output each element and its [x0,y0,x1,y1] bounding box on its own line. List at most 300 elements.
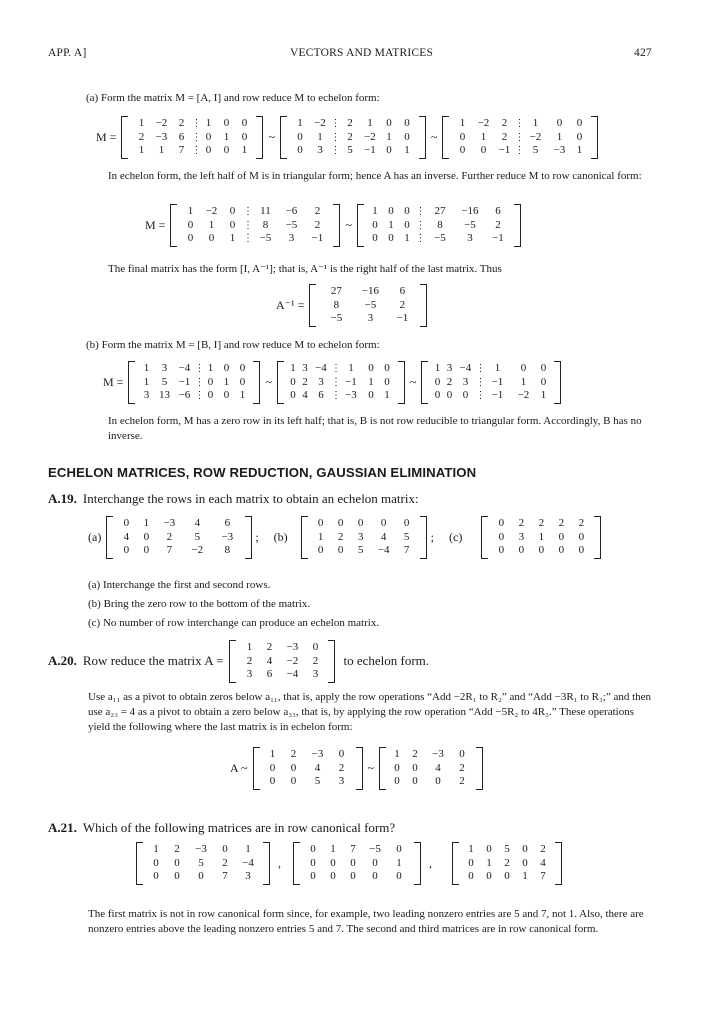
matrix-entry: 0 [290,775,297,787]
left-bracket [379,747,386,790]
matrix-entry: 2 [302,375,308,388]
matrix-b [301,516,427,559]
matrix-entry: 0 [394,775,400,787]
matrix-entry: 3 [357,530,364,543]
matrix-entry: 8 [333,298,340,311]
matrix-entry: 1 [245,843,251,855]
matrix-entry: 0 [357,517,364,529]
problem-a19 [48,491,419,507]
matrix-entry: −2 [286,654,299,667]
matrix-entry: 0 [174,870,180,882]
matrix-entry: 7 [178,144,185,156]
matrix [280,116,426,159]
matrix-entry: 0 [222,843,228,855]
augment-separator: ⋮ [475,390,485,401]
matrix-entry: 3 [518,530,525,543]
matrix-entry: 0 [310,870,316,882]
matrix-entry: −1 [396,312,409,324]
matrix-entry: 0 [207,375,214,388]
augment-separator: ⋮ [475,363,485,374]
matrix-entry: 0 [297,130,303,143]
matrix-entry: −4 [377,544,390,556]
matrix-entry: 2 [266,641,273,653]
matrix-3 [452,842,562,885]
matrix-entry: 0 [446,389,453,401]
matrix-entry: 0 [522,856,528,869]
matrix-entry: 4 [302,389,308,401]
matrix [121,116,263,159]
matrix-entry: −2 [205,205,218,217]
matrix-entry: 5 [532,144,539,156]
left-bracket [309,284,316,327]
matrix-entry: 1 [229,232,236,244]
matrix-entry: 1 [317,130,323,143]
matrix-entry: 3 [245,870,251,882]
part-a-reduction-1 [96,116,598,159]
matrix-entry: 4 [266,654,273,667]
matrix-entry: 0 [338,748,345,760]
matrix-entry: 0 [337,517,344,529]
matrix-entry: 2 [495,218,501,231]
matrix-entry: 0 [229,205,236,217]
matrix-entry: −1 [492,232,504,244]
matrix-entry: 6 [266,668,273,680]
matrix-entry: 0 [388,232,394,244]
left-bracket [280,116,287,159]
augment-separator: ⋮ [194,363,204,374]
matrix-entry: 1 [520,375,527,388]
matrix-entry: 0 [504,870,510,882]
matrix-entry: 0 [372,870,378,882]
matrix-entry: 0 [404,205,410,217]
matrix-entry: 2 [446,375,453,388]
matrix-entry: 7 [350,843,356,855]
matrix-label: M = [96,129,117,144]
right-bracket [253,361,260,404]
matrix-entry: 0 [396,843,402,855]
matrix-entry: 1 [330,843,336,855]
matrix-entry: 1 [522,870,528,882]
matrix-entry: 0 [372,856,378,869]
matrix-entry: 2 [166,530,173,543]
matrix-entry: 1 [540,389,547,401]
matrix-entry: 5 [198,856,204,869]
matrix [421,361,561,404]
matrix-entry: −2 [155,117,168,129]
augment-separator: ⋮ [194,390,204,401]
matrix-entry: 6 [318,389,324,401]
matrix-entry: 2 [399,298,406,311]
left-bracket [357,204,364,247]
matrix-entry: 0 [372,232,378,244]
matrix-entry: 1 [143,362,150,374]
matrix-entry: −3 [195,843,207,855]
matrix-entry: −1 [345,375,357,388]
matrix-entry: 0 [578,544,585,556]
right-bracket [419,116,426,159]
matrix-c [481,516,601,559]
matrix-entry: 0 [404,117,410,129]
matrix-entry: 0 [380,517,387,529]
matrix-entry: 1 [556,130,563,143]
right-bracket [356,747,363,790]
matrix-entry: −5 [434,232,446,244]
matrix-entry: 0 [223,362,230,374]
matrix-entry: 0 [153,856,159,869]
part-a-intro: (a) Form the matrix M = [A, I] and row reduce M to echelon form: [86,92,380,104]
matrix-entry: 2 [501,117,508,129]
part-a-text-2: The final matrix has the form [I, A⁻¹]; that is, A⁻¹ is the right half of the last matrix. Thus [108,263,502,275]
a19-matrices [88,516,601,559]
matrix-entry: 13 [158,389,170,401]
augment-separator: ⋮ [242,206,252,217]
matrix-entry: 0 [462,389,469,401]
matrix-entry: 3 [467,232,473,244]
matrix-entry: 2 [578,517,585,529]
matrix-entry: 1 [532,117,539,129]
matrix-entry: 0 [486,843,492,855]
problem-question-end: to echelon form. [343,653,430,669]
matrix-entry: 3 [446,362,453,374]
matrix-entry: 27 [330,285,342,297]
left-bracket [121,116,128,159]
matrix-entry: −4 [315,362,327,374]
matrix-entry: 5 [161,375,168,388]
left-bracket [293,842,300,885]
matrix-entry: 0 [337,544,344,556]
matrix-entry: 0 [205,130,212,143]
matrix-entry: 0 [269,775,276,787]
problem-question: Row reduce the matrix A = [82,653,224,669]
matrix-2 [293,842,421,885]
matrix-entry: 3 [367,312,374,324]
matrix-entry: 0 [538,544,545,556]
matrix-entry: 0 [229,218,236,231]
matrix-entry: −3 [345,389,357,401]
matrix-entry: −5 [285,218,298,231]
matrix-entry: 3 [246,668,253,680]
matrix-entry: −1 [491,375,504,388]
a21-solution-text: The first matrix is not in row canonical form since, for example, two leading nonzero entries are 5 and 7, not 1. Also, there are nonzero entries above the leading nonzero entries 5 and 7. The second and third matrices are in row canonical form. [88,908,644,935]
right-bracket [333,204,340,247]
matrix-entry: 0 [486,870,492,882]
matrix-entry: −2 [517,389,530,401]
a19-answer-c: (c) No number of row interchange can produce an echelon matrix. [88,617,380,629]
matrix-entry: 3 [462,375,469,388]
matrix-entry: 0 [468,856,474,869]
a20-reduction [230,747,483,790]
right-bracket [328,640,335,683]
separator: , [278,855,281,870]
matrix-entry: 0 [386,144,392,156]
matrix-entry: 0 [239,375,246,388]
matrix-entry: 0 [312,641,319,653]
matrix-entry: 0 [123,544,130,556]
matrix-entry: 1 [396,856,402,869]
matrix-entry: 0 [330,856,336,869]
matrix-entry: 1 [459,117,466,129]
matrix-entry: 1 [367,117,373,129]
matrix-entry: 0 [384,375,390,388]
matrix-entry: −6 [178,389,191,401]
left-bracket [301,516,308,559]
matrix-entry: 1 [143,517,150,529]
matrix [442,116,598,159]
running-header-left: APP. A] [48,47,87,59]
a19-answer-b: (b) Bring the zero row to the bottom of the matrix. [88,598,311,610]
matrix-entry: 7 [222,870,228,882]
augment-separator: ⋮ [330,376,340,388]
matrix-label: M = [145,217,166,232]
matrix-entry: 0 [522,843,528,855]
matrix-entry: 0 [404,218,410,231]
augment-separator: ⋮ [330,363,340,374]
matrix-entry: 0 [434,389,441,401]
matrix-entry: 0 [556,117,563,129]
matrix-entry: 0 [290,389,296,401]
matrix-entry: 4 [435,761,441,774]
left-bracket [229,640,236,683]
matrix-entry: −2 [314,117,326,129]
matrix-entry: −2 [191,544,204,556]
right-bracket [476,747,483,790]
right-bracket [245,516,252,559]
matrix-entry: 2 [347,117,353,129]
matrix [170,204,340,247]
matrix-entry: 0 [368,362,374,374]
matrix-entry: −3 [221,530,234,543]
matrix-entry: 0 [459,748,465,760]
matrix-entry: 0 [518,544,525,556]
matrix-entry: 1 [207,362,214,374]
label-a: (a) [88,529,102,544]
matrix-entry: 1 [480,130,487,143]
matrix-entry: 3 [288,232,295,244]
matrix-entry: −4 [178,362,191,374]
matrix-entry: 3 [302,362,308,374]
matrix-entry: 6 [495,205,501,217]
matrix-entry: 2 [314,205,321,217]
right-bracket [414,842,421,885]
matrix-entry: 0 [241,130,248,143]
matrix-entry: 0 [350,870,356,882]
matrix-entry: 1 [317,530,324,543]
matrix-entry: 2 [459,775,465,787]
augment-separator: ⋮ [514,131,524,143]
matrix-entry: 2 [459,761,465,774]
augment-separator: ⋮ [191,118,201,129]
problem-number: A.21. [48,820,77,835]
problem-a20 [48,640,429,683]
matrix-entry: 2 [178,117,185,129]
matrix-entry: −2 [364,130,376,143]
matrix-entry: 2 [540,843,546,855]
matrix-entry: −1 [178,375,191,388]
right-bracket [256,116,263,159]
matrix-entry: 0 [498,544,505,556]
matrix-entry: 0 [241,117,248,129]
matrix-entry: 1 [386,130,392,143]
matrix-entry: 2 [312,654,319,667]
matrix-entry: 1 [241,144,248,156]
augment-separator: ⋮ [415,219,425,231]
similar-symbol: ~ [268,129,275,144]
augment-separator: ⋮ [415,233,425,244]
matrix-entry: −6 [285,205,298,217]
matrix-entry: −1 [311,232,324,244]
augment-separator: ⋮ [194,376,204,388]
right-bracket [420,284,427,327]
augment-separator: ⋮ [514,118,524,129]
right-bracket [555,842,562,885]
matrix-entry: 0 [143,530,150,543]
matrix-entry: 0 [368,389,374,401]
matrix-entry: 1 [223,375,230,388]
matrix-entry: 11 [260,205,271,217]
matrix-entry: 2 [518,517,525,529]
matrix-label: M = [103,374,124,389]
matrix-entry: 1 [153,843,159,855]
matrix-entry: −3 [432,748,444,760]
matrix-entry: 4 [123,530,130,543]
matrix-entry: 3 [161,362,168,374]
augment-separator: ⋮ [242,233,252,244]
matrix [357,204,521,247]
matrix-entry: 0 [480,144,487,156]
matrix-entry: 1 [348,362,354,374]
matrix-entry: 1 [158,144,165,156]
matrix-entry: 6 [399,285,406,297]
matrix-entry: 0 [459,144,466,156]
separator: , [429,855,432,870]
matrix-entry: 0 [239,362,246,374]
similar-symbol: ~ [409,374,417,389]
matrix-entry: 8 [224,544,231,556]
left-bracket [277,361,284,404]
matrix-entry: 0 [187,218,194,231]
matrix-entry: 0 [435,775,441,787]
similar-symbol: ~ [345,217,352,232]
matrix-entry: 1 [205,117,212,129]
label-c: (c) [449,529,463,544]
matrix-entry: −3 [311,748,324,760]
augment-separator: ⋮ [191,145,201,156]
matrix-entry: −1 [491,389,504,401]
matrix-entry: 1 [538,530,545,543]
similar-symbol: ~ [430,129,438,144]
matrix-entry: 3 [143,389,150,401]
similar-symbol: ~ [265,374,272,389]
problem-question: Which of the following matrices are in row canonical form? [82,820,396,835]
matrix-entry: 0 [412,761,418,774]
section-title: ECHELON MATRICES, ROW REDUCTION, GAUSSIAN ELIMINATION [48,465,477,480]
matrix-entry: 0 [520,362,527,374]
page-number: 427 [634,47,652,59]
matrix-entry: 0 [269,761,276,774]
matrix-entry: 1 [143,375,150,388]
problem-number: A.19. [48,491,77,506]
left-bracket [170,204,177,247]
matrix-entry: 0 [223,117,230,129]
matrix-entry: 0 [404,130,410,143]
matrix-entry: 0 [403,517,410,529]
problem-a21 [48,820,395,836]
matrix-entry: 1 [246,641,253,653]
matrix-entry: 1 [434,362,441,374]
matrix-entry: 7 [403,544,410,556]
left-bracket [421,361,428,404]
matrix-a [229,640,335,683]
matrix-entry: 1 [368,375,374,388]
augment-separator: ⋮ [330,131,340,143]
matrix-entry: −2 [477,117,490,129]
matrix-entry: 0 [223,389,230,401]
matrix-entry: 0 [198,870,204,882]
matrix-entry: 3 [338,775,345,787]
inverse-result [276,284,427,327]
matrix-entry: 0 [386,117,392,129]
matrix-entry: 0 [317,544,324,556]
matrix-entry: −3 [286,641,299,653]
matrix-entry: 0 [576,117,583,129]
matrix-entry: 3 [312,668,319,680]
matrix-entry: 1 [297,117,303,129]
augment-separator: ⋮ [242,219,252,231]
matrix-entry: 1 [223,130,230,143]
part-a-reduction-2 [145,204,521,247]
augment-separator: ⋮ [475,376,485,388]
matrix-entry: 0 [290,375,296,388]
matrix-entry: 1 [208,218,215,231]
matrix-entry: 1 [290,362,296,374]
right-bracket [591,116,598,159]
augment-separator: ⋮ [191,131,201,143]
matrix-entry: −16 [361,285,379,297]
matrix-entry: 5 [504,843,510,855]
right-bracket [554,361,561,404]
matrix-entry: −4 [459,362,472,374]
part-b-text: In echelon form, M has a zero row in its left half; that is, B is not row reducible to triangular form. Accordingly, B has no inverse. [108,415,642,442]
matrix-entry: −5 [259,232,272,244]
left-bracket [442,116,449,159]
matrix-entry: 4 [380,530,387,543]
matrix-entry: 0 [174,856,180,869]
matrix-entry: 2 [504,856,510,869]
matrix-entry: 27 [434,205,446,217]
matrix-entry: 1 [494,362,501,374]
matrix-entry: 0 [384,362,390,374]
a21-matrices [136,842,562,885]
matrix-1 [136,842,270,885]
matrix-entry: 5 [357,544,364,556]
matrix-entry: 2 [558,517,565,529]
matrix-entry: 2 [538,517,545,529]
label-b: (b) [273,529,288,544]
matrix-entry: 0 [576,130,583,143]
separator: ; [255,529,259,544]
matrix-entry: 1 [138,144,145,156]
matrix-entry: −1 [364,144,376,156]
matrix-entry: 0 [434,375,441,388]
matrix-entry: 6 [178,130,185,143]
matrix-entry: 0 [330,870,336,882]
matrix-entry: 3 [318,375,324,388]
matrix-entry: 1 [404,232,410,244]
right-bracket [420,516,427,559]
inverse-matrix [309,284,427,327]
matrix-entry: 0 [540,375,547,388]
augment-separator: ⋮ [330,390,340,401]
